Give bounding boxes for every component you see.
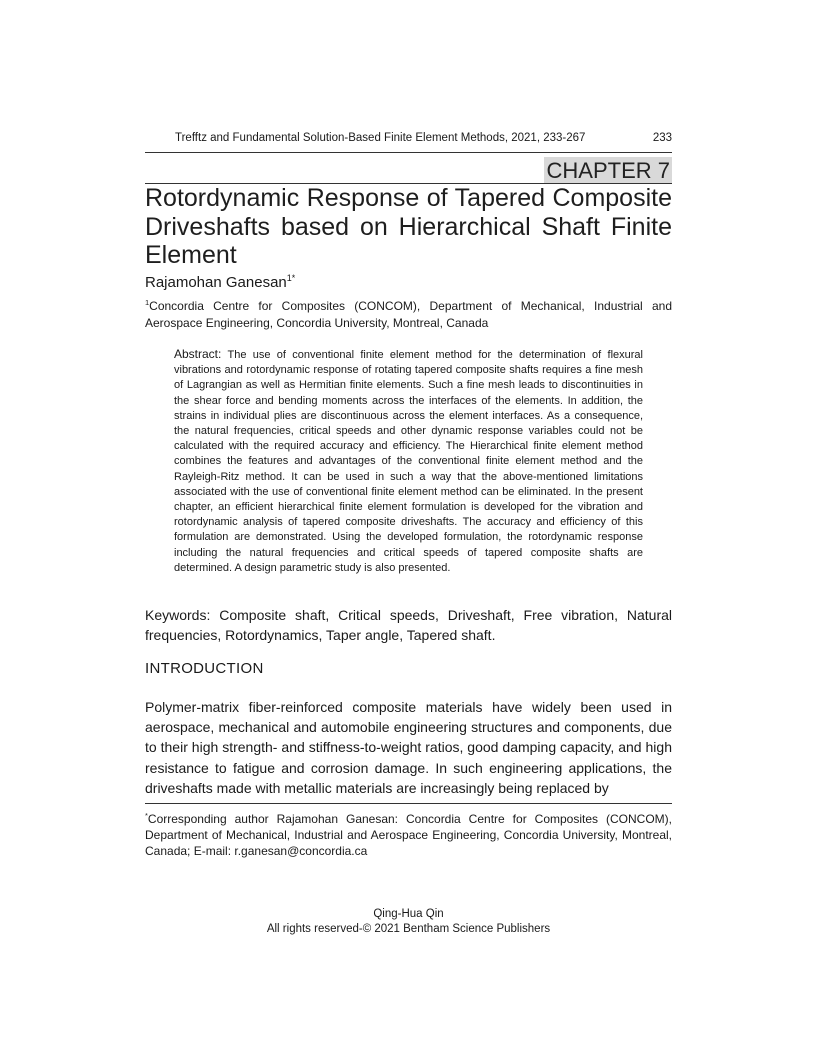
copyright: All rights reserved-© 2021 Bentham Science Publishers [266, 923, 551, 935]
section-heading: INTRODUCTION [145, 660, 264, 677]
footnote-text: Corresponding author Rajamohan Ganesan: Concordia Centre for Composites (CONCOM), Department of Mechanical, Industrial and Aerospace Engineering, Concordia University, Montreal, Canada; E-mail: r.ganesan@concordia.ca [145, 812, 672, 858]
affiliation-mark: 1 [145, 298, 150, 307]
page-number: 233 [652, 132, 672, 144]
running-title: Trefftz and Fundamental Solution-Based Finite Element Methods, 2021, 233-267 [175, 132, 586, 144]
keywords-label: Keywords: [145, 607, 211, 623]
editor-name: Qing-Hua Qin [373, 908, 444, 920]
author-line [145, 273, 295, 291]
affiliation [145, 295, 672, 331]
footnote-mark: * [145, 811, 148, 820]
header-rule [145, 152, 672, 153]
abstract-label: Abstract: [174, 347, 222, 361]
keywords [145, 605, 672, 645]
chapter-label: CHAPTER 7 [544, 157, 672, 184]
author-name: Rajamohan Ganesan [145, 274, 287, 291]
affiliation-text: Concordia Centre for Composites (CONCOM), Department of Mechanical, Industrial and Aerospace Engineering, Concordia University, Montreal, Canada [145, 299, 672, 330]
footnote [145, 808, 672, 859]
page-footer [145, 907, 672, 937]
footnote-rule [145, 803, 672, 804]
abstract-text: The use of conventional finite element method for the determination of flexural vibrations and rotordynamic response of rotating tapered composite shafts requires a fine mesh of Lagrangian as well as Hermitian finite elements. Such a fine mesh leads to discontinuities in the shear force and bending moments across the interfaces of the elements. In addition, the strains in individual plies are discontinuous across the element interfaces. As a consequence, the natural frequencies, critical speeds and other dynamic response variables could not be calculated with the required accuracy and efficiency. The Hierarchical finite element method combines the features and advantages of the conventional finite element method and the Rayleigh-Ritz method. It can be used in such a way that the above-mentioned limitations associated with the use of conventional finite element method can be eliminated. In the present chapter, an efficient hierarchical finite element formulation is developed for the vibration and rotordynamic analysis of tapered composite driveshafts. The accuracy and efficiency of this formulation are demonstrated. Using the developed formulation, the rotordynamic response including the natural frequencies and critical speeds of tapered composite shafts are determined. A design parametric study is also presented. [174, 349, 643, 574]
author-mark: 1* [286, 273, 296, 283]
running-header [175, 132, 672, 144]
abstract [174, 347, 643, 576]
keywords-text: Composite shaft, Critical speeds, Driveshaft, Free vibration, Natural frequencies, Rotordynamics, Taper angle, Tapered shaft. [145, 607, 673, 643]
section-body: Polymer-matrix fiber-reinforced composite materials have widely been used in aerospace, mechanical and automobile engineering structures and components, due to their high strength- and stiffness-to-weight ratios, good damping capacity, and high resistance to fatigue and corrosion damage. In such engineering applications, the driveshafts made with metallic materials are increasingly being replaced by [145, 699, 672, 796]
chapter-title: Rotordynamic Response of Tapered Composite Driveshafts based on Hierarchical Shaft Finite Element [145, 184, 672, 269]
